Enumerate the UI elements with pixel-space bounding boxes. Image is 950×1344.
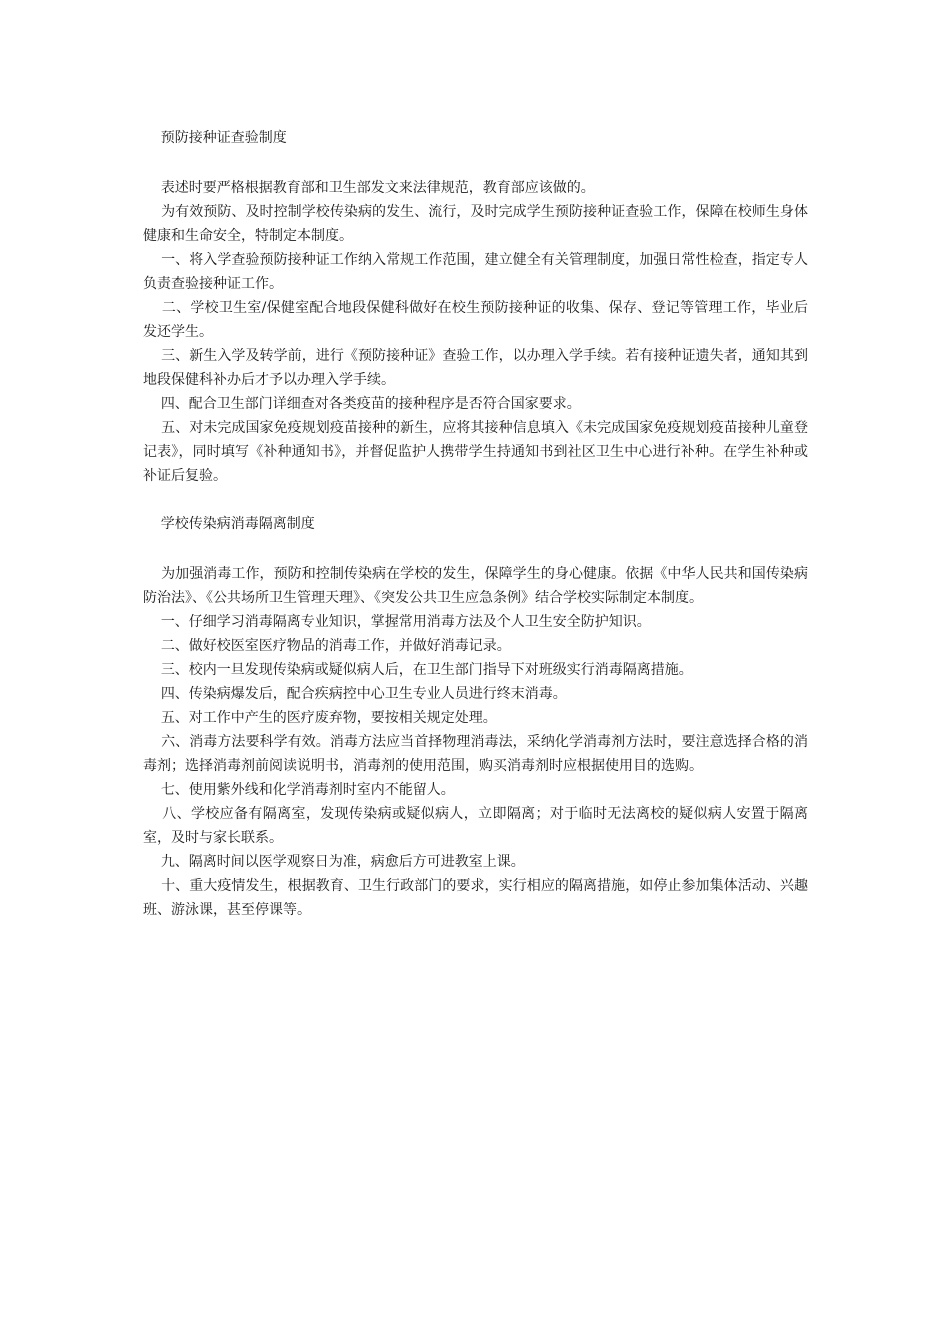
section-body <box>143 176 808 488</box>
section-vaccination-check <box>143 126 808 488</box>
paragraph: 为加强消毒工作，预防和控制传染病在学校的发生，保障学生的身心健康。依据《中华人民共和国传染病防治法》、《公共场所卫生管理天理》、《突发公共卫生应急条例》结合学校实际制定本制度。 <box>143 566 808 606</box>
paragraph: 一、仔细学习消毒隔离专业知识，掌握常用消毒方法及个人卫生安全防护知识。 <box>143 614 651 630</box>
paragraph: 六、消毒方法要科学有效。消毒方法应当首择物理消毒法，采纳化学消毒剂方法时，要注意选择合格的消毒剂；选择消毒剂前阅读说明书，消毒剂的使用范围，购买消毒剂时应根据使用目的选购。 <box>143 734 808 774</box>
paragraph: 一、将入学查验预防接种证工作纳入常规工作范围，建立健全有关管理制度，加强日常性检查，指定专人负责查验接种证工作。 <box>143 252 808 292</box>
document-content <box>143 126 808 922</box>
paragraph: 五、对工作中产生的医疗废弃物，要按相关规定处理。 <box>143 710 497 726</box>
paragraph: 九、隔离时间以医学观察日为准，病愈后方可进教室上课。 <box>143 854 525 870</box>
paragraph: 三、新生入学及转学前，进行《预防接种证》查验工作，以办理入学手续。若有接种证遗失者，通知其到地段保健科补办后才予以办理入学手续。 <box>143 348 808 388</box>
paragraph: 八、学校应备有隔离室，发现传染病或疑似病人，立即隔离；对于临时无法离校的疑似病人安置于隔离室，及时与家长联系。 <box>143 806 808 846</box>
section-title: 预防接种证查验制度 <box>143 130 287 146</box>
paragraph: 四、传染病爆发后，配合疾病控中心卫生专业人员进行终末消毒。 <box>143 686 567 702</box>
paragraph: 四、配合卫生部门详细查对各类疫苗的接种程序是否符合国家要求。 <box>143 396 581 412</box>
paragraph: 五、对未完成国家免疫规划疫苗接种的新生，应将其接种信息填入《未完成国家免疫规划疫苗接种儿童登记表》，同时填写《补种通知书》，并督促监护人携带学生持通知书到社区卫生中心进行补种。在学生补种或补证后复验。 <box>143 420 808 484</box>
paragraph: 二、学校卫生室/保健室配合地段保健科做好在校生预防接种证的收集、保存、登记等管理工作，毕业后发还学生。 <box>143 300 808 340</box>
section-body <box>143 562 808 922</box>
paragraph: 七、使用紫外线和化学消毒剂时室内不能留人。 <box>143 782 455 798</box>
paragraph: 二、做好校医室医疗物品的消毒工作，并做好消毒记录。 <box>143 638 511 654</box>
paragraph: 为有效预防、及时控制学校传染病的发生、流行，及时完成学生预防接种证查验工作，保障在校师生身体健康和生命安全，特制定本制度。 <box>143 204 808 244</box>
section-title: 学校传染病消毒隔离制度 <box>143 516 315 532</box>
paragraph: 十、重大疫情发生，根据教育、卫生行政部门的要求，实行相应的隔离措施，如停止参加集体活动、兴趣班、游泳课，甚至停课等。 <box>143 878 808 918</box>
paragraph: 表述时要严格根据教育部和卫生部发文来法律规范，教育部应该做的。 <box>143 180 595 196</box>
section-disinfection-isolation <box>143 512 808 922</box>
paragraph: 三、校内一旦发现传染病或疑似病人后，在卫生部门指导下对班级实行消毒隔离措施。 <box>143 662 693 678</box>
